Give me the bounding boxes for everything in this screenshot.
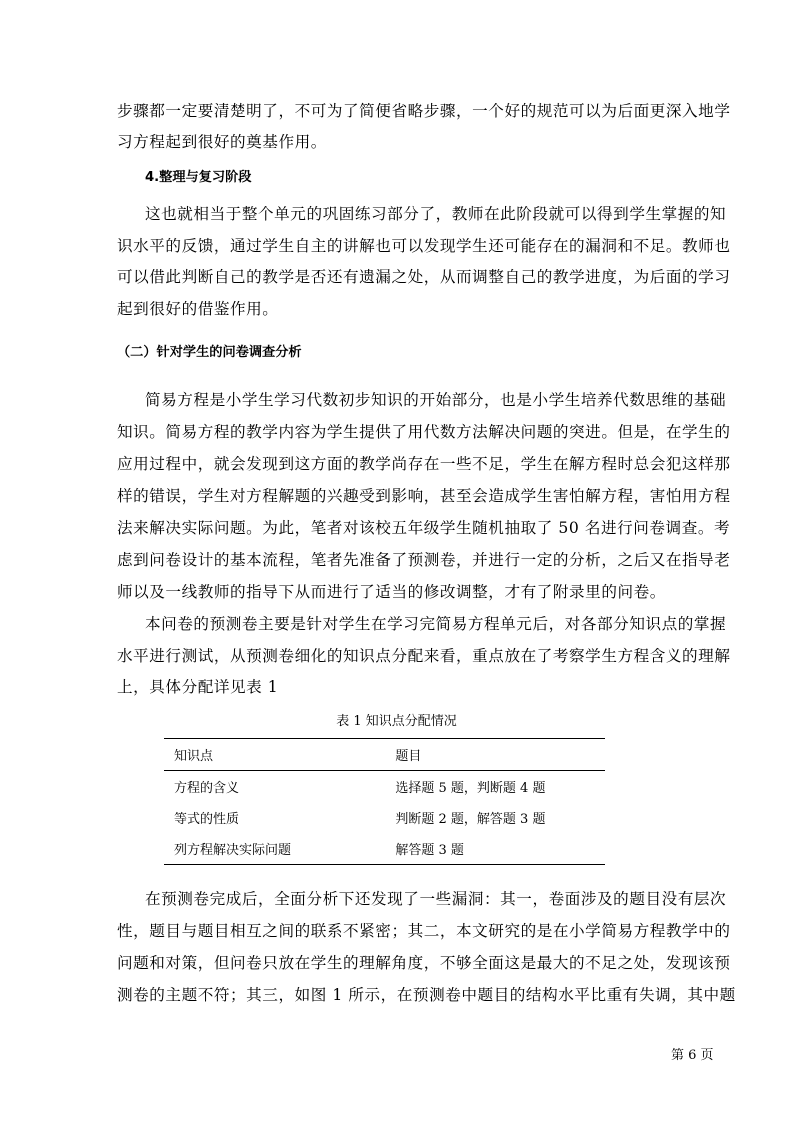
table-row (164, 771, 605, 803)
body-text-line: 应用过程中，就会发现到这方面的教学尚存在一些不足，学生在解方程时总会犯这样那 (117, 455, 731, 473)
body-text-line: 可以借此判断自己的教学是否还有遗漏之处，从而调整自己的教学进度，为后面的学习 (117, 268, 731, 286)
column-header-knowledge-point: 知识点 (174, 749, 214, 764)
body-text-line: 法来解决实际问题。为此，笔者对该校五年级学生随机抽取了 50 名进行问卷调查。考 (117, 519, 731, 537)
body-text-line: 水平进行测试，从预测卷细化的知识点分配来看，重点放在了考察学生方程含义的理解 (117, 647, 731, 665)
body-text-line: 在预测卷完成后，全面分析下还发现了一些漏洞：其一，卷面涉及的题目没有层次 (145, 890, 727, 908)
body-text-line: 本问卷的预测卷主要是针对学生在学习完简易方程单元后，对各部分知识点的掌握 (145, 615, 727, 633)
table-row (164, 802, 605, 833)
body-text-line: 师以及一线教师的指导下从而进行了适当的修改调整，才有了附录里的问卷。 (117, 583, 666, 601)
body-text-line: 上，具体分配详见表 1 (117, 678, 279, 696)
table-cell: 判断题 2 题，解答题 3 题 (395, 812, 546, 827)
body-text-line: 步骤都一定要清楚明了，不可为了简便省略步骤，一个好的规范可以为后面更深入地学 (117, 102, 731, 120)
table-header-row (164, 739, 605, 771)
body-text-line: 习方程起到很好的奠基作用。 (117, 133, 327, 151)
body-text-line: 这也就相当于整个单元的巩固练习部分了，教师在此阶段就可以得到学生掌握的知 (145, 205, 727, 223)
table-cell: 解答题 3 题 (395, 843, 464, 858)
body-text-line: 简易方程是小学生学习代数初步知识的开始部分，也是小学生培养代数思维的基础 (145, 391, 727, 409)
table-row (164, 833, 605, 865)
body-text-line: 起到很好的借鉴作用。 (117, 300, 279, 318)
table-cell: 等式的性质 (174, 812, 240, 827)
table-cell: 选择题 5 题，判断题 4 题 (395, 781, 546, 796)
body-text-line: 虑到问卷设计的基本流程，笔者先准备了预测卷，并进行一定的分析，之后又在指导老 (117, 551, 731, 569)
body-text-line: 性，题目与题目相互之间的联系不紧密；其二，本文研究的是在小学简易方程教学中的 (117, 922, 731, 940)
body-text-line: 识水平的反馈，通过学生自主的讲解也可以发现学生还可能存在的漏洞和不足。教师也 (117, 237, 731, 255)
section-heading: （二）针对学生的问卷调查分析 (117, 345, 302, 360)
table-caption: 表 1 知识点分配情况 (336, 714, 457, 729)
body-text-line: 知识。简易方程的教学内容为学生提供了用代数方法解决问题的突进。但是，在学生的 (117, 423, 731, 441)
body-text-line: 问题和对策，但问卷只放在学生的理解角度，不够全面这是最大的不足之处，发现该预 (117, 954, 731, 972)
section-heading: 4.整理与复习阶段 (145, 170, 252, 185)
column-header-questions: 题目 (395, 749, 422, 764)
page-number: 第 6 页 (671, 1048, 714, 1063)
table-cell: 方程的含义 (174, 781, 240, 796)
body-text-line: 样的错误，学生对方程解题的兴趣受到影响，甚至会造成学生害怕解方程，害怕用方程 (117, 487, 731, 505)
knowledge-distribution-table (164, 738, 605, 865)
table-cell: 列方程解决实际问题 (174, 843, 292, 858)
body-text-line: 测卷的主题不符；其三，如图 1 所示，在预测卷中题目的结构水平比重有失调，其中题 (117, 986, 736, 1004)
